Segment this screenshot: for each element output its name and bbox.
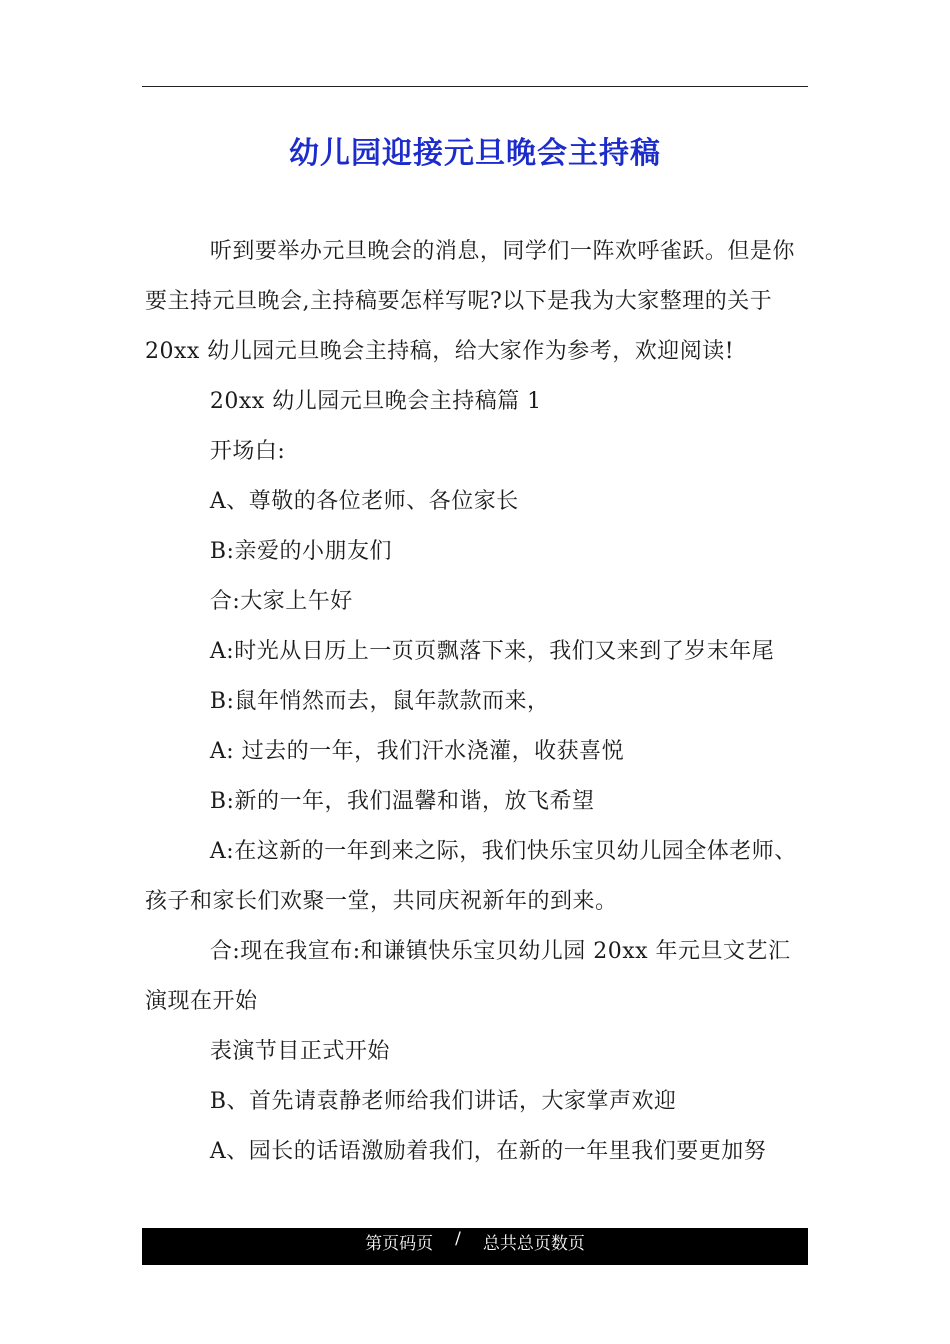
script-line: A:在这新的一年到来之际，我们快乐宝贝幼儿园全体老师、孩子和家长们欢聚一堂，共同庆祝新年的到来。 bbox=[145, 839, 797, 914]
footer-total-pages: 总共总页数页 bbox=[482, 1234, 585, 1254]
script-line: 表演节目正式开始 bbox=[209, 1039, 390, 1064]
footer-page-number: 第页码页 bbox=[365, 1234, 434, 1254]
intro-paragraph: 听到要举办元旦晚会的消息，同学们一阵欢呼雀跃。但是你要主持元旦晚会,主持稿要怎样写呢?以下是我为大家整理的关于 20xx 幼儿园元旦晚会主持稿，给大家作为参考，欢迎阅读! bbox=[145, 239, 795, 364]
script-line: B、首先请袁静老师给我们讲话，大家掌声欢迎 bbox=[209, 1089, 677, 1114]
page-footer bbox=[142, 1228, 808, 1265]
section-heading: 20xx 幼儿园元旦晚会主持稿篇 1 bbox=[209, 389, 542, 414]
script-line: B:亲爱的小朋友们 bbox=[209, 539, 392, 564]
document-title: 幼儿园迎接元旦晚会主持稿 bbox=[289, 136, 661, 171]
script-line: B:鼠年悄然而去，鼠年款款而来， bbox=[209, 689, 550, 714]
script-line: A、尊敬的各位老师、各位家长 bbox=[209, 489, 519, 514]
script-line: B:新的一年，我们温馨和谐，放飞希望 bbox=[209, 789, 595, 814]
document-body bbox=[145, 227, 808, 1177]
header-rule bbox=[142, 86, 808, 87]
script-line: 合:大家上午好 bbox=[209, 589, 353, 614]
footer-separator: / bbox=[455, 1229, 461, 1249]
opening-label: 开场白: bbox=[209, 439, 286, 464]
script-line: A:时光从日历上一页页飘落下来，我们又来到了岁末年尾 bbox=[209, 639, 775, 664]
script-line: A、园长的话语激励着我们，在新的一年里我们要更加努 bbox=[209, 1139, 767, 1164]
script-line: 合:现在我宣布:和谦镇快乐宝贝幼儿园 20xx 年元旦文艺汇演现在开始 bbox=[145, 939, 791, 1014]
script-line: A: 过去的一年，我们汗水浇灌，收获喜悦 bbox=[209, 739, 625, 764]
